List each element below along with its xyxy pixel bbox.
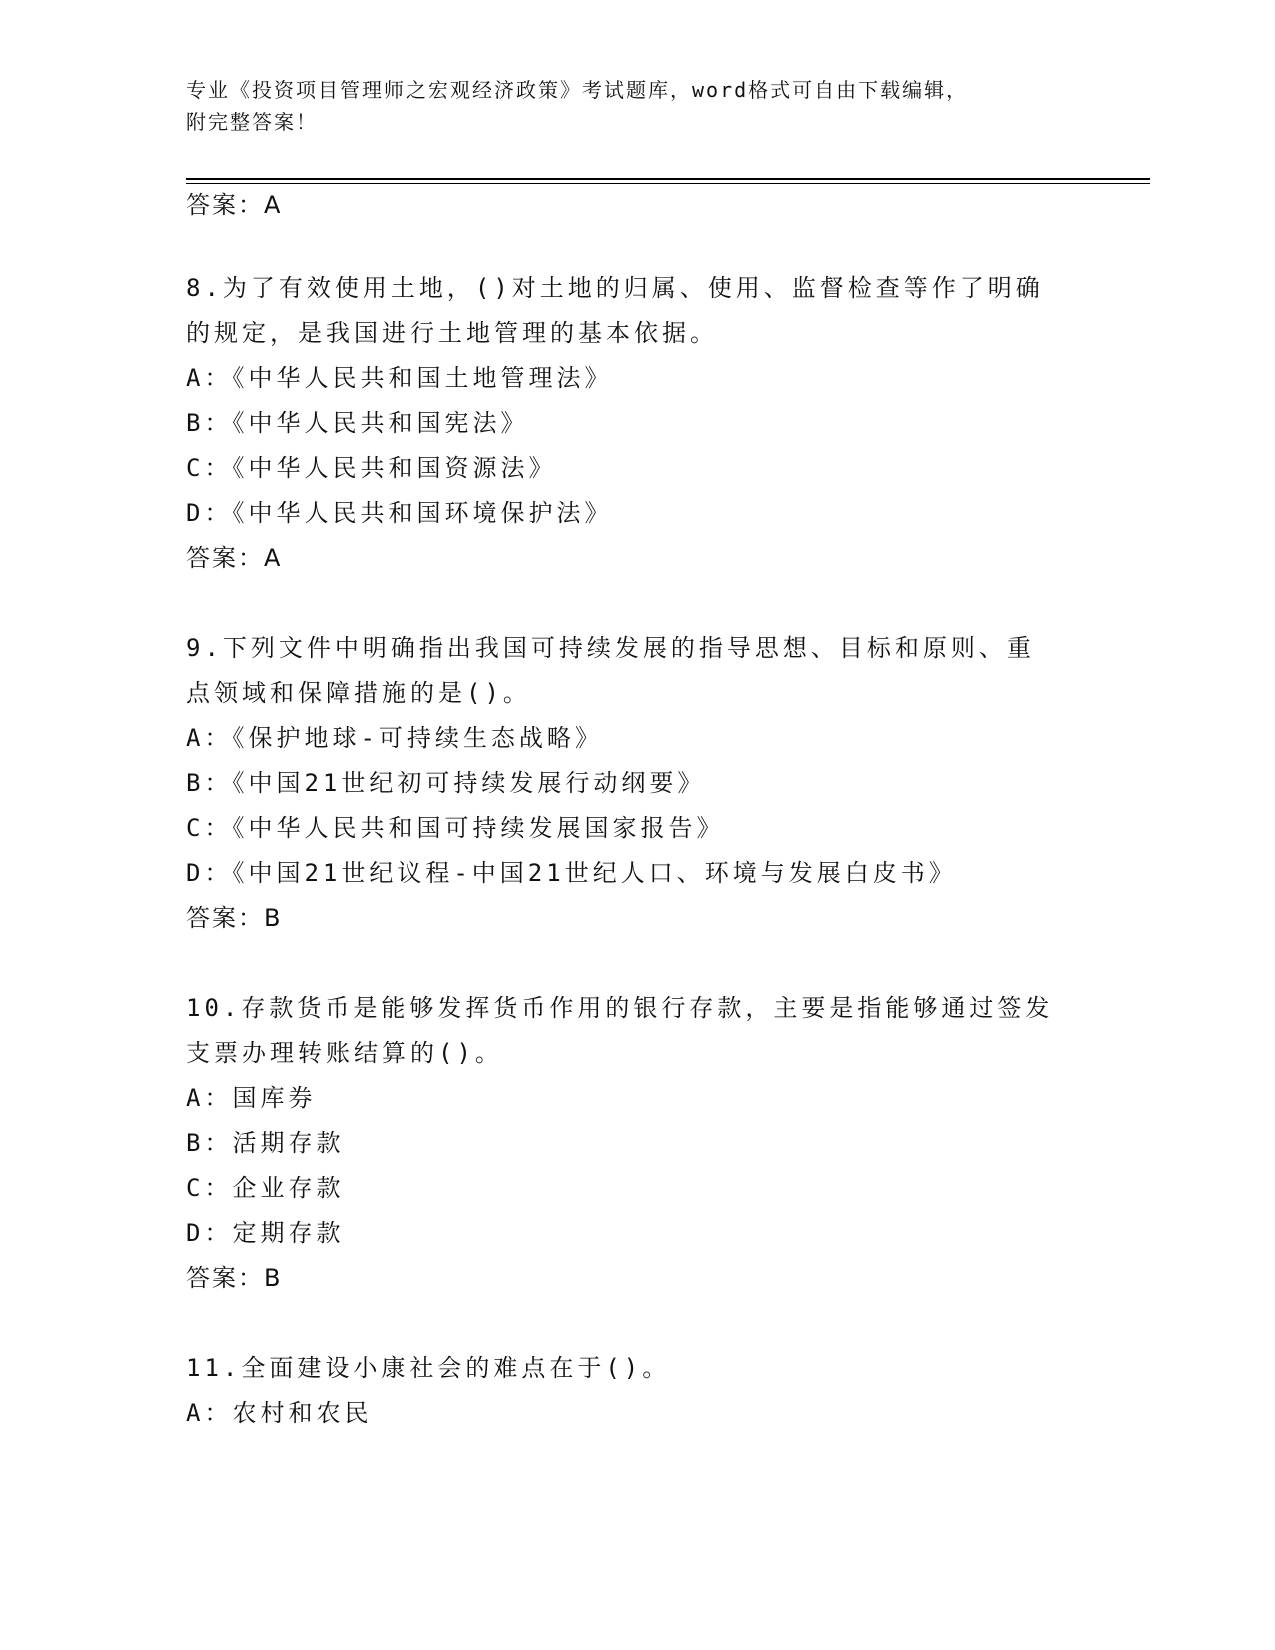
header-line-2: 附完整答案！ [186,110,318,134]
question-9-option-c: C：《中华人民共和国可持续发展国家报告》 [186,814,725,842]
header-rule-thin [186,183,1150,184]
answer-q8: 答案：A [186,544,283,572]
question-8-text-line-2: 的规定，是我国进行土地管理的基本依据。 [186,319,718,347]
question-10-text-line-1: 10.存款货币是能够发挥货币作用的银行存款，主要是指能够通过签发 [186,994,1054,1022]
question-10-text-line-2: 支票办理转账结算的()。 [186,1039,503,1067]
question-9-text-line-2: 点领域和保障措施的是()。 [186,679,531,707]
question-11-option-a: A：农村和农民 [186,1399,373,1427]
question-9-option-d: D：《中国21世纪议程-中国21世纪人口、环境与发展白皮书》 [186,859,957,887]
question-9-text-line-1: 9.下列文件中明确指出我国可持续发展的指导思想、目标和原则、重 [186,634,1035,662]
question-9-option-a: A：《保护地球-可持续生态战略》 [186,724,603,752]
header-rule-thick [186,178,1150,180]
question-8-option-c: C：《中华人民共和国资源法》 [186,454,557,482]
question-10-option-a: A：国库券 [186,1084,317,1112]
question-8-option-a: A：《中华人民共和国土地管理法》 [186,364,613,392]
document-header [186,74,1066,138]
question-8-option-b: B：《中华人民共和国宪法》 [186,409,529,437]
question-8-text-line-1: 8.为了有效使用土地，()对土地的归属、使用、监督检查等作了明确 [186,274,1044,302]
answer-q9: 答案：B [186,904,283,932]
question-10-option-b: B：活期存款 [186,1129,345,1157]
header-line-1: 专业《投资项目管理师之宏观经济政策》考试题库，word格式可自由下载编辑， [186,78,969,102]
question-8-option-d: D：《中华人民共和国环境保护法》 [186,499,613,527]
question-11-text-line-1: 11.全面建设小康社会的难点在于()。 [186,1354,671,1382]
answer-q10: 答案：B [186,1264,283,1292]
question-10-option-c: C：企业存款 [186,1174,345,1202]
question-10-option-d: D：定期存款 [186,1219,345,1247]
question-9-option-b: B：《中国21世纪初可持续发展行动纲要》 [186,769,706,797]
answer-q7: 答案：A [186,191,283,219]
